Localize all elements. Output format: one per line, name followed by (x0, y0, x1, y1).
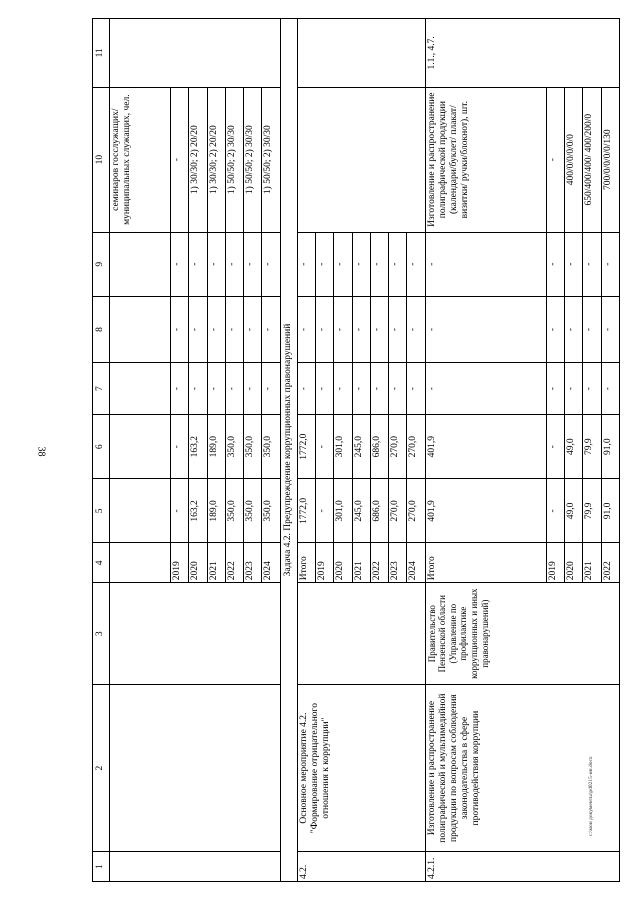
value-cell: 401,9 (425, 415, 546, 479)
value-cell: - (352, 296, 370, 362)
header-cell: 7 (93, 363, 110, 415)
value-cell: 301,0 (334, 479, 352, 543)
value-cell: 650/400/400/ 400/200/0 (583, 87, 601, 232)
value-cell: 189,0 (207, 415, 225, 479)
task-row (280, 19, 297, 882)
value-cell: - (370, 296, 388, 362)
header-cell: 10 (93, 87, 110, 232)
value-cell: - (334, 232, 352, 296)
value-cell: - (601, 232, 620, 296)
value-cell: - (389, 232, 407, 296)
value-cell: - (171, 415, 189, 479)
value-cell: - (425, 363, 546, 415)
header-cell: 8 (93, 296, 110, 362)
year-cell: Итого (297, 543, 315, 583)
value-cell: 1) 50/50; 2) 30/30 (262, 87, 280, 232)
year-cell: 2019 (315, 543, 333, 583)
item-number: 4.2.1. (425, 852, 619, 882)
value-cell: 686,0 (370, 479, 388, 543)
item-name: Основное мероприятие 4.2. "Формирование отрицательного отношения к коррупции" (297, 685, 425, 852)
value-cell: - (370, 232, 388, 296)
header-cell: 4 (93, 543, 110, 583)
value-cell: - (407, 296, 425, 362)
empty-cell (110, 415, 171, 479)
year-cell: 2019 (171, 543, 189, 583)
value-cell: 91,0 (601, 415, 620, 479)
value-cell: 49,0 (564, 415, 582, 479)
indicator-text: семинаров госслужащих/ муниципальных служащих, чел. (110, 87, 171, 232)
empty-cell (110, 363, 171, 415)
value-cell: - (564, 232, 582, 296)
year-cell: 2020 (564, 543, 582, 583)
value-cell: - (601, 296, 620, 362)
header-cell: 1 (93, 852, 110, 882)
value-cell: 350,0 (262, 415, 280, 479)
year-cell: 2024 (262, 543, 280, 583)
empty-cell (110, 479, 171, 543)
task-title: Задача 4.2. Предупреждение коррупционных правонарушений (280, 19, 297, 882)
value-cell: 163,2 (189, 415, 207, 479)
program-table (92, 18, 620, 882)
value-cell: - (425, 296, 546, 362)
empty-cell (297, 583, 425, 685)
value-cell: 91,0 (601, 479, 620, 543)
value-cell: 1772,0 (297, 479, 315, 543)
header-cell: 3 (93, 583, 110, 685)
value-cell: - (171, 363, 189, 415)
header-cell: 2 (93, 685, 110, 852)
value-cell: 1772,0 (297, 415, 315, 479)
value-cell: 350,0 (262, 479, 280, 543)
value-cell: 270,0 (407, 415, 425, 479)
value-cell: - (244, 296, 262, 362)
task-reference: 1.1., 4.7. (425, 19, 619, 88)
value-cell: 350,0 (225, 479, 243, 543)
value-cell: - (171, 87, 189, 232)
table-row (297, 19, 315, 882)
value-cell: - (583, 296, 601, 362)
value-cell: - (546, 87, 564, 232)
value-cell: - (546, 363, 564, 415)
value-cell: - (207, 363, 225, 415)
value-cell: - (225, 296, 243, 362)
item-number: 4.2. (297, 852, 425, 882)
value-cell: - (370, 363, 388, 415)
value-cell: - (425, 232, 546, 296)
table-row (110, 19, 171, 882)
year-cell: 2023 (389, 543, 407, 583)
value-cell: 400/0/0/0/0/0 (564, 87, 582, 232)
value-cell: 245,0 (352, 479, 370, 543)
value-cell: - (297, 363, 315, 415)
value-cell: 1) 50/50; 2) 30/30 (225, 87, 243, 232)
value-cell: - (171, 296, 189, 362)
value-cell: 270,0 (389, 415, 407, 479)
value-cell: - (546, 296, 564, 362)
value-cell: - (389, 296, 407, 362)
value-cell: 350,0 (225, 415, 243, 479)
value-cell: - (352, 363, 370, 415)
value-cell: - (583, 363, 601, 415)
rotated-table-wrapper (92, 18, 620, 882)
value-cell: - (334, 363, 352, 415)
header-cell: 6 (93, 415, 110, 479)
value-cell: - (262, 232, 280, 296)
year-cell: 2020 (189, 543, 207, 583)
value-cell: - (262, 363, 280, 415)
value-cell: - (583, 232, 601, 296)
value-cell: 79,9 (583, 479, 601, 543)
empty-cell (110, 296, 171, 362)
value-cell: 270,0 (389, 479, 407, 543)
empty-cell (110, 543, 171, 583)
year-cell: Итого (425, 543, 546, 583)
value-cell: - (171, 479, 189, 543)
value-cell: - (225, 232, 243, 296)
value-cell: - (407, 232, 425, 296)
value-cell: 163,2 (189, 479, 207, 543)
year-cell: 2021 (352, 543, 370, 583)
empty-cell (110, 685, 281, 852)
value-cell: 49,0 (564, 479, 582, 543)
value-cell: - (407, 363, 425, 415)
empty-cell (110, 852, 281, 882)
value-cell: 301,0 (334, 415, 352, 479)
header-cell: 5 (93, 479, 110, 543)
value-cell: 350,0 (244, 479, 262, 543)
value-cell: - (189, 363, 207, 415)
indicator-text: Изготовление и распространение полиграфической продукции (календари/буклет/ плакат/визитки/ ручки/блокнот), шт. (425, 87, 546, 232)
value-cell: - (262, 296, 280, 362)
value-cell: - (315, 415, 333, 479)
year-cell: 2020 (334, 543, 352, 583)
value-cell: - (546, 232, 564, 296)
empty-cell (297, 87, 425, 232)
value-cell: - (546, 415, 564, 479)
executor: Правительство Пензенской области (Управление по профилактике коррупционных и иных правонарушений) (425, 583, 619, 685)
value-cell: 1) 50/50; 2) 30/30 (244, 87, 262, 232)
year-cell: 2022 (370, 543, 388, 583)
value-cell: - (315, 363, 333, 415)
table-row (425, 19, 546, 882)
page-number: 38 (35, 446, 47, 457)
year-cell: 2021 (207, 543, 225, 583)
value-cell: - (244, 232, 262, 296)
year-cell: 2024 (407, 543, 425, 583)
value-cell: - (315, 479, 333, 543)
value-cell: 686,0 (370, 415, 388, 479)
value-cell: 700/0/0/0/0/130 (601, 87, 620, 232)
value-cell: - (171, 232, 189, 296)
value-cell: - (189, 296, 207, 362)
value-cell: - (189, 232, 207, 296)
value-cell: 79,9 (583, 415, 601, 479)
empty-cell (297, 19, 425, 88)
value-cell: - (297, 232, 315, 296)
value-cell: - (564, 363, 582, 415)
value-cell: 401,9 (425, 479, 546, 543)
value-cell: 1) 30/30; 2) 20/20 (189, 87, 207, 232)
empty-cell (110, 19, 281, 88)
value-cell: 350,0 (244, 415, 262, 479)
value-cell: - (244, 363, 262, 415)
value-cell: 189,0 (207, 479, 225, 543)
value-cell: - (207, 296, 225, 362)
value-cell: 1) 30/30; 2) 20/20 (207, 87, 225, 232)
header-cell: 9 (93, 232, 110, 296)
value-cell: - (207, 232, 225, 296)
year-cell: 2021 (583, 543, 601, 583)
year-cell: 2022 (225, 543, 243, 583)
year-cell: 2022 (601, 543, 620, 583)
year-cell: 2019 (546, 543, 564, 583)
value-cell: - (334, 296, 352, 362)
empty-cell (110, 583, 281, 685)
year-cell: 2023 (244, 543, 262, 583)
value-cell: 270,0 (407, 479, 425, 543)
value-cell: - (352, 232, 370, 296)
value-cell: - (225, 363, 243, 415)
value-cell: - (564, 296, 582, 362)
value-cell: - (601, 363, 620, 415)
value-cell: - (389, 363, 407, 415)
header-row (93, 19, 110, 882)
value-cell: - (297, 296, 315, 362)
value-cell: - (315, 232, 333, 296)
empty-cell (110, 232, 171, 296)
value-cell: - (315, 296, 333, 362)
header-cell: 11 (93, 19, 110, 88)
file-path-footer: c:\мои документы\pd0215-ин.docx (588, 756, 594, 836)
value-cell: - (546, 479, 564, 543)
value-cell: 245,0 (352, 415, 370, 479)
item-name: Изготовление и распространение полиграфической и мультимедийной продукции по вопросам соблюдения законодательства в сфере противодействия коррупции (425, 685, 619, 852)
